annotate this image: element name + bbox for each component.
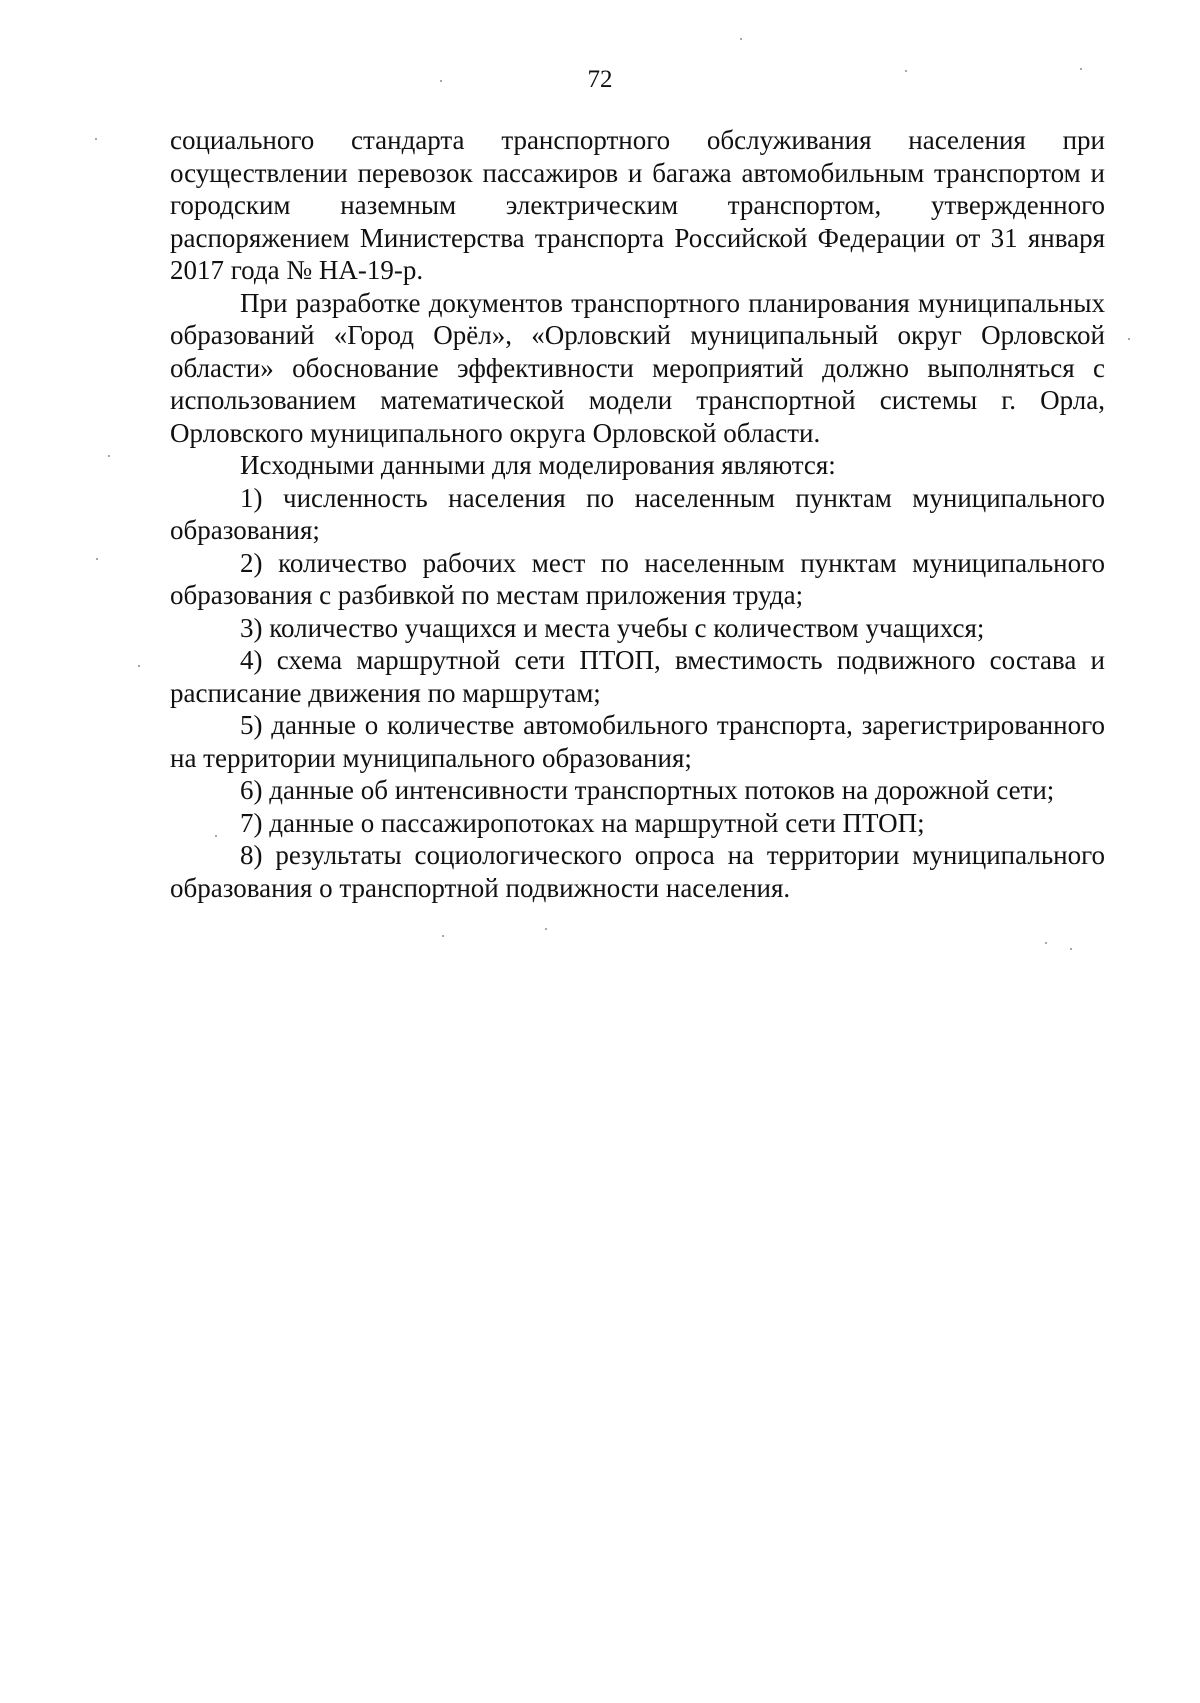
paragraph-source-data-intro: Исходными данными для моделирования являются: xyxy=(240,450,836,480)
list-item: 7) данные о пассажиропотоках на маршрутной сети ПТОП; xyxy=(240,807,925,838)
list-item: 6) данные об интенсивности транспортных потоков на дорожной сети; xyxy=(240,775,1055,805)
paragraph-modeling-requirement: При разработке документов транспортного планирования муниципальных образований «Город Орёл», «Орловский муниципальный округ Орловской области» обоснование эффективности мероприятий должно выполняться с использованием математической модели транспортной системы г. Орла, Орловского муниципального округа Орловской области. xyxy=(170,287,1105,448)
document-body xyxy=(170,124,1105,904)
paragraph-continuation: социального стандарта транспортного обслуживания населения при осуществлении перевозок пассажиров и багажа автомобильным транспортом и городским наземным электрическим транспортом, утвержденного распоряжением Министерства транспорта Российской Федерации от 31 января 2017 года № НА-19-р. xyxy=(170,125,1105,285)
scan-speck xyxy=(96,558,98,560)
scan-speck xyxy=(108,455,110,457)
scan-speck xyxy=(545,928,547,930)
scan-speck xyxy=(1080,68,1082,70)
scan-speck xyxy=(1070,948,1072,950)
scan-speck xyxy=(440,80,442,82)
list-item: 1) численность населения по населенным пунктам муниципального образования; xyxy=(170,482,1105,545)
scan-speck xyxy=(138,665,140,667)
list-item: 3) количество учащихся и места учебы с количеством учащихся; xyxy=(240,612,985,643)
list-item: 8) результаты социологического опроса на территории муниципального образования о транспортной подвижности населения. xyxy=(170,840,1105,903)
page-number: 72 xyxy=(587,66,613,93)
scan-speck xyxy=(905,70,907,72)
scan-speck xyxy=(1128,338,1130,340)
scan-speck xyxy=(1045,942,1047,944)
list-item: 5) данные о количестве автомобильного транспорта, зарегистрированного на территории муниципального образования; xyxy=(170,710,1105,773)
scan-speck xyxy=(95,138,97,140)
list-item: 4) схема маршрутной сети ПТОП, вместимость подвижного состава и расписание движения по маршрутам; xyxy=(170,645,1105,708)
scan-speck xyxy=(215,835,217,837)
list-item: 2) количество рабочих мест по населенным пунктам муниципального образования с разбивкой по местам приложения труда; xyxy=(170,547,1105,610)
scan-speck xyxy=(442,935,444,937)
scan-speck xyxy=(740,38,742,40)
